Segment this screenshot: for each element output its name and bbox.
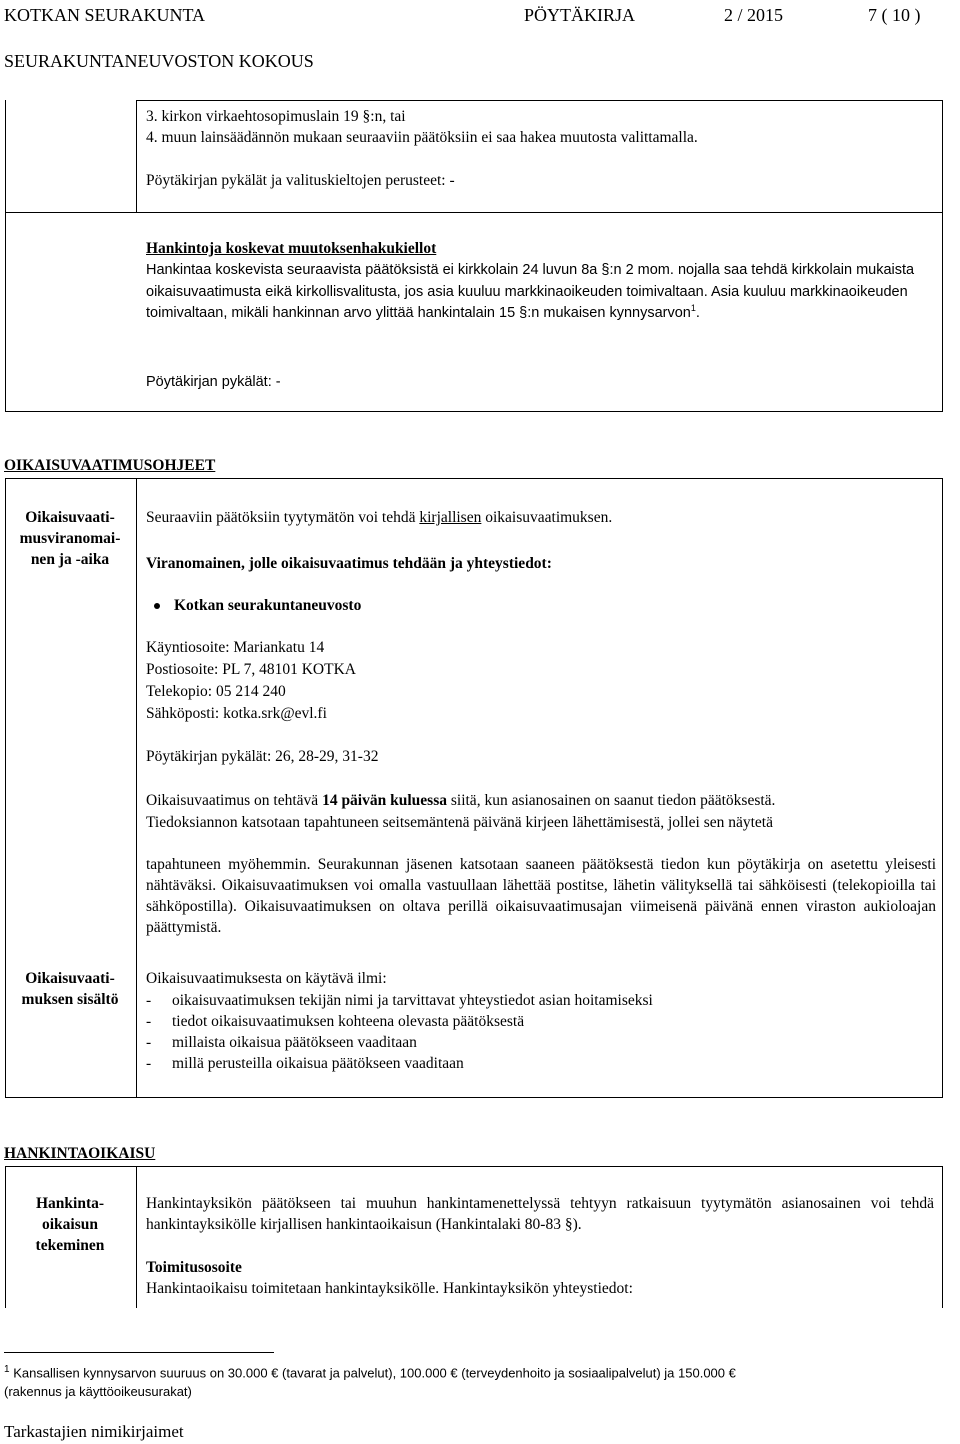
appeal-ban-paragraphs: Pöytäkirjan pykälät ja valituskieltojen perusteet: - xyxy=(146,172,455,189)
label-appeal-authority: Oikaisuvaati- musviranomai- nen ja -aika xyxy=(19,509,121,568)
list-item: - tiedot oikaisuvaatimuksen kohteena olevasta päätöksestä xyxy=(146,1013,525,1030)
top-box-top-border xyxy=(136,100,943,101)
procurement-heading: Hankintoja koskevat muutoksenhakukiellot xyxy=(146,240,437,257)
procurement-box-divider xyxy=(136,1166,137,1308)
section-title-appeal-instructions: OIKAISUVAATIMUSOHJEET xyxy=(4,457,216,474)
appeal-content-list xyxy=(146,990,653,1074)
section-title-procurement-correction: HANKINTAOIKAISU xyxy=(4,1145,156,1162)
appeal-box-divider xyxy=(136,478,137,1098)
label-procurement-correction: Hankinta- oikaisun tekeminen xyxy=(35,1195,105,1254)
footnote-line-2: (rakennus ja käyttöoikeusurakat) xyxy=(4,1384,192,1400)
procurement-body: Hankintaa koskevista seuraavista päätöksistä ei kirkkolain 24 luvun 8a §:n 2 mom. nojalla saa tehdä kirkkolain mukaista oikaisuvaatimusta eikä kirkollisvalitusta, jos asia kuuluu markkinaoikeuden toimivaltaan. Asia kuuluu markkinaoikeuden toimivaltaan, mikäli hankinnan arvo ylittää hankintalain 15 §:n mukaisen kynnysarvon$^1$. xyxy=(146,262,915,321)
top-box-mid-border xyxy=(5,212,943,213)
appeal-deadline: Oikaisuvaatimus on tehtävä 14 päivän kuluessa siitä, kun asianosainen on saanut tiedon päätöksestä. xyxy=(146,792,776,809)
visit-address: Käyntiosoite: Mariankatu 14 xyxy=(146,639,325,656)
fax-number: Telekopio: 05 214 240 xyxy=(146,683,286,700)
list-item: - millaista oikaisua päätökseen vaaditaan xyxy=(146,1034,417,1051)
list-item: - oikaisuvaatimuksen tekijän nimi ja tarvittavat yhteystiedot asian hoitamiseksi xyxy=(146,992,653,1009)
header-page-number: 7 ( 10 ) xyxy=(868,5,921,25)
bullet-icon xyxy=(154,603,160,609)
appeal-paragraphs: Pöytäkirjan pykälät: 26, 28-29, 31-32 xyxy=(146,748,379,765)
header-doc-number: 2 / 2015 xyxy=(724,5,784,25)
procurement-correction-body: Hankintayksikön päätökseen tai muuhun hankintamenettelyssä tehtyyn ratkaisuun tyytymätön asianosainen voi tehdä hankintayksikölle kirjallisen hankintaoikaisun (Hankintalaki 80-83 §). xyxy=(146,1195,934,1233)
footnote-separator xyxy=(4,1352,274,1353)
procurement-paragraphs: Pöytäkirjan pykälät: - xyxy=(146,374,281,390)
delivery-heading: Toimitusosoite xyxy=(146,1259,242,1276)
notice-line: Tiedoksiannon katsotaan tapahtuneen seitsemäntenä päivänä kirjeen lähettämisestä, jollei sen näytetä xyxy=(146,814,773,831)
footnote-mark: 1 xyxy=(4,1364,10,1375)
header-doc-type: PÖYTÄKIRJA xyxy=(524,5,636,25)
label-appeal-content: Oikaisuvaati- muksen sisältö xyxy=(21,970,119,1008)
appeal-content-intro: Oikaisuvaatimuksesta on käytävä ilmi: xyxy=(146,970,387,987)
notice-body: tapahtuneen myöhemmin. Seurakunnan jäsenen katsotaan saaneen päätöksestä tiedon kun pöytäkirja on asetettu yleisesti nähtäväksi. Oikaisuvaatimuksen voi omalla vastuullaan lähettää postitse, lähetin välityksellä tai sähköisesti (telekopioilla tai sähköpostilla). Oikaisuvaatimuksen on oltava perillä oikaisuvaatimusajan viimeisenä päivänä ennen viraston aukioloajan päättymistä. xyxy=(146,856,936,936)
header-org: KOTKAN SEURAKUNTA xyxy=(4,5,206,25)
top-box-divider xyxy=(136,100,137,212)
top-box-right-border xyxy=(942,100,943,412)
postal-address: Postiosoite: PL 7, 48101 KOTKA xyxy=(146,661,356,678)
authority-name: Kotkan seurakuntaneuvosto xyxy=(146,595,361,616)
signature-label: Tarkastajien nimikirjaimet xyxy=(4,1422,184,1441)
list-item-4: 4. muun lainsäädännön mukaan seuraaviin päätöksiin ei saa hakea muutosta valittamalla. xyxy=(146,129,698,146)
appeal-intro: Seuraaviin päätöksiin tyytymätön voi tehdä kirjallisen oikaisuvaatimuksen. xyxy=(146,509,613,526)
footnote xyxy=(4,1360,944,1401)
procurement-box-top-border xyxy=(5,1166,943,1167)
list-item-3: 3. kirkon virkaehtosopimuslain 19 §:n, tai xyxy=(146,108,406,125)
procurement-box-right-border xyxy=(942,1166,943,1308)
email-address: Sähköposti: kotka.srk@evl.fi xyxy=(146,705,327,722)
procurement-box-left-border xyxy=(5,1166,6,1308)
delivery-body: Hankintaoikaisu toimitetaan hankintayksikölle. Hankintayksikön yhteystiedot: xyxy=(146,1280,633,1297)
top-box-left-border xyxy=(5,100,6,412)
authority-heading: Viranomainen, jolle oikaisuvaatimus tehdään ja yhteystiedot: xyxy=(146,555,552,572)
header-meeting: SEURAKUNTANEUVOSTON KOKOUS xyxy=(4,51,314,71)
list-item: - millä perusteilla oikaisua päätökseen vaaditaan xyxy=(146,1055,464,1072)
footnote-line-1: $^1$ Kansallisen kynnysarvon suuruus on 30.000 € (tavarat ja palvelut), 100.000 € (terveydenhoito ja sosiaalipalvelut) ja 150.000 € xyxy=(4,1364,736,1381)
footnote-ref: 1 xyxy=(690,303,696,314)
top-box-bottom-border xyxy=(5,411,943,412)
